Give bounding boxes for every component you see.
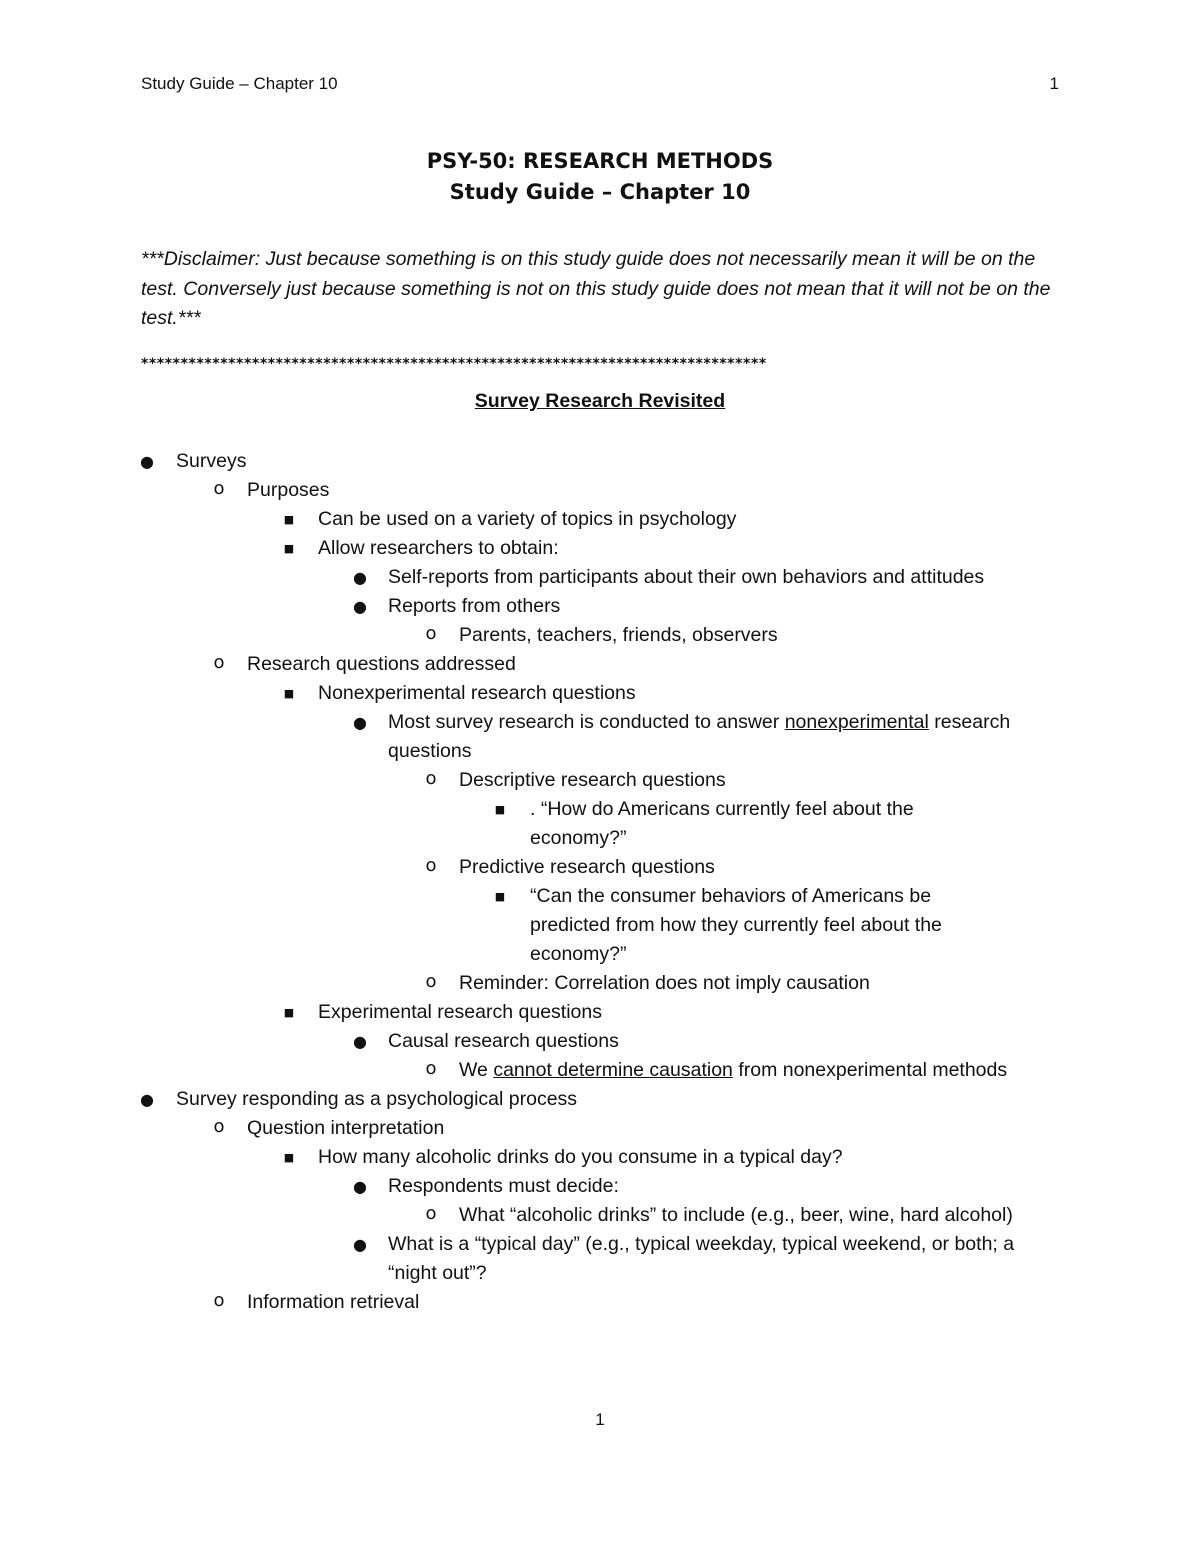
outline-item bbox=[0, 563, 1068, 592]
outline-item bbox=[0, 1201, 1019, 1230]
outline-item-text: Parents, teachers, friends, observers bbox=[459, 624, 778, 646]
running-header bbox=[141, 74, 1059, 94]
page-footer-number: 1 bbox=[595, 1410, 605, 1429]
running-header-title: Study Guide – Chapter 10 bbox=[141, 74, 338, 93]
outline-item-text: Information retrieval bbox=[247, 1291, 420, 1313]
asterisk-separator: ******************************************************************************* bbox=[141, 356, 767, 372]
bullet-square-icon: ■ bbox=[494, 803, 506, 816]
running-header-page-number: 1 bbox=[1049, 74, 1059, 93]
bullet-circle-icon: o bbox=[425, 855, 437, 876]
outline-item bbox=[0, 1172, 1068, 1201]
outline-item-text bbox=[459, 1059, 1007, 1081]
outline-item bbox=[0, 679, 1062, 708]
outline-item bbox=[0, 766, 1019, 795]
bullet-square-icon: ■ bbox=[494, 890, 506, 903]
outline-item bbox=[0, 882, 1002, 969]
outline-item bbox=[0, 853, 1019, 882]
outline-item-text: Self-reports from participants about their own behaviors and attitudes bbox=[388, 566, 985, 588]
course-title: PSY-50: RESEARCH METHODS bbox=[426, 149, 774, 173]
outline-item-text: . “How do Americans currently feel about the economy?” bbox=[530, 798, 914, 849]
outline-item-text: Question interpretation bbox=[247, 1117, 445, 1139]
bullet-square-icon: ■ bbox=[283, 687, 295, 700]
bullet-disc-icon: ● bbox=[353, 713, 367, 732]
outline-item-text: Research questions addressed bbox=[247, 653, 516, 675]
bullet-disc-icon: ● bbox=[140, 1090, 154, 1109]
bullet-circle-icon: o bbox=[213, 478, 225, 499]
outline-item bbox=[0, 1230, 1068, 1288]
outline-item-text: What “alcoholic drinks” to include (e.g., beer, wine, hard alcohol) bbox=[459, 1204, 1013, 1226]
bullet-square-icon: ■ bbox=[283, 1151, 295, 1164]
outline-item bbox=[0, 650, 1059, 679]
outline-item-text: Experimental research questions bbox=[318, 1001, 602, 1023]
outline-item-text: Allow researchers to obtain: bbox=[318, 537, 559, 559]
bullet-square-icon: ■ bbox=[283, 1006, 295, 1019]
outline-item bbox=[0, 592, 1068, 621]
outline-item-text: Predictive research questions bbox=[459, 856, 715, 878]
bullet-circle-icon: o bbox=[425, 971, 437, 992]
outline-item bbox=[0, 708, 1068, 766]
outline-item bbox=[0, 534, 1062, 563]
outline-item-text: Reports from others bbox=[388, 595, 561, 617]
guide-title: Study Guide – Chapter 10 bbox=[449, 180, 751, 204]
bullet-disc-icon: ● bbox=[353, 1235, 367, 1254]
outline-item-text: Nonexperimental research questions bbox=[318, 682, 636, 704]
bullet-disc-icon: ● bbox=[353, 568, 367, 587]
outline-item-text: Descriptive research questions bbox=[459, 769, 726, 791]
outline-item-text: How many alcoholic drinks do you consume in a typical day? bbox=[318, 1146, 843, 1168]
bullet-circle-icon: o bbox=[213, 1290, 225, 1311]
outline-item-text: What is a “typical day” (e.g., typical weekday, typical weekend, or both; a “night out”? bbox=[388, 1233, 1015, 1284]
outline-item-text: Surveys bbox=[176, 450, 247, 472]
bullet-circle-icon: o bbox=[425, 768, 437, 789]
outline-item bbox=[0, 1085, 1066, 1114]
bullet-circle-icon: o bbox=[425, 1058, 437, 1079]
bullet-circle-icon: o bbox=[425, 1203, 437, 1224]
bullet-disc-icon: ● bbox=[353, 1177, 367, 1196]
text-run: Most survey research is conducted to answer bbox=[388, 711, 785, 733]
outline-item bbox=[0, 505, 1062, 534]
outline-item bbox=[0, 1288, 1059, 1317]
bullet-square-icon: ■ bbox=[283, 542, 295, 555]
outline-item bbox=[0, 621, 1019, 650]
outline-item-text: Survey responding as a psychological process bbox=[176, 1088, 578, 1110]
outline-item-text: Can be used on a variety of topics in psychology bbox=[318, 508, 737, 530]
text-run: We bbox=[459, 1059, 494, 1081]
underlined-term: cannot determine causation bbox=[493, 1059, 733, 1081]
outline-item-text bbox=[388, 711, 1010, 762]
bullet-disc-icon: ● bbox=[353, 597, 367, 616]
outline-item bbox=[0, 969, 1019, 998]
outline-item-text: Purposes bbox=[247, 479, 330, 501]
outline-item bbox=[0, 476, 1059, 505]
outline-list bbox=[0, 447, 1200, 1317]
text-run: research questions bbox=[388, 711, 1011, 762]
document-title bbox=[0, 146, 1200, 208]
bullet-disc-icon: ● bbox=[140, 452, 154, 471]
outline-item bbox=[0, 447, 1066, 476]
bullet-circle-icon: o bbox=[213, 652, 225, 673]
outline-item bbox=[0, 1143, 1062, 1172]
text-run: from nonexperimental methods bbox=[732, 1059, 1008, 1081]
disclaimer-text: ***Disclaimer: Just because something is on this study guide does not necessarily mean it will be on the test. Conversely just because something is not on this study guide does not mean that it will not be on the test.*** bbox=[141, 248, 1051, 329]
underlined-term: nonexperimental bbox=[784, 711, 929, 733]
bullet-disc-icon: ● bbox=[353, 1032, 367, 1051]
outline-item-text: “Can the consumer behaviors of Americans be predicted from how they currently feel about the economy?” bbox=[530, 885, 942, 965]
outline-item-text: Respondents must decide: bbox=[388, 1175, 619, 1197]
bullet-circle-icon: o bbox=[425, 623, 437, 644]
outline-item bbox=[0, 1114, 1059, 1143]
outline-item bbox=[0, 1027, 1068, 1056]
outline-item bbox=[0, 998, 1062, 1027]
outline-item bbox=[0, 1056, 1019, 1085]
outline-item-text: Causal research questions bbox=[388, 1030, 619, 1052]
bullet-circle-icon: o bbox=[213, 1116, 225, 1137]
outline-item bbox=[0, 795, 1002, 853]
bullet-square-icon: ■ bbox=[283, 513, 295, 526]
outline-item-text: Reminder: Correlation does not imply causation bbox=[459, 972, 870, 994]
section-heading: Survey Research Revisited bbox=[474, 390, 726, 412]
